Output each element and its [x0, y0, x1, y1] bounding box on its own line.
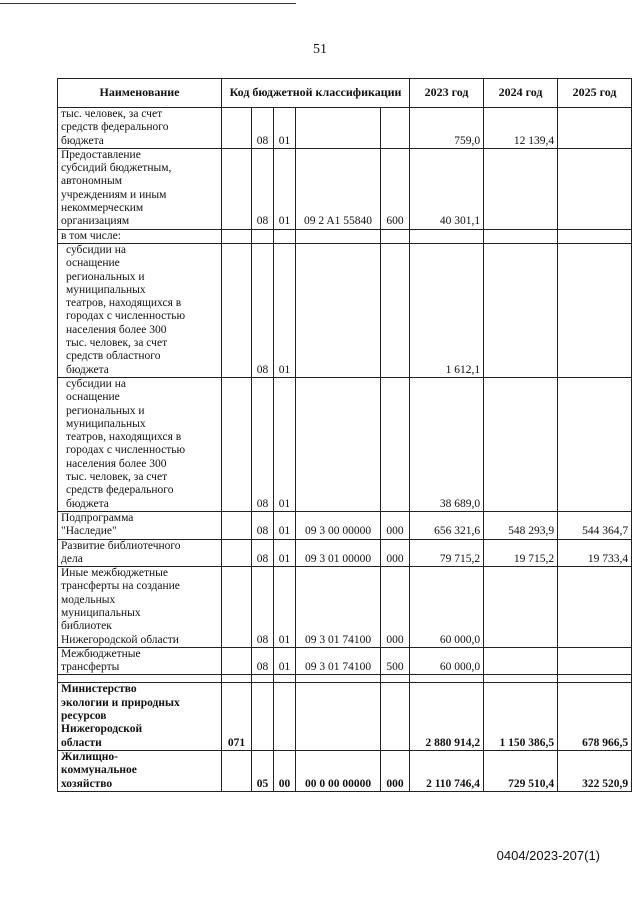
value-2024-cell — [484, 647, 558, 675]
pr-cell — [274, 229, 296, 243]
gr-cell — [222, 108, 252, 149]
table-row — [58, 647, 632, 675]
table-row — [58, 511, 632, 539]
value-2025-cell — [558, 567, 632, 648]
vr-cell: 000 — [381, 750, 410, 791]
gr-cell: 071 — [222, 683, 252, 750]
top-rule — [0, 3, 296, 4]
table-row — [58, 229, 632, 243]
value-2023-cell: 38 689,0 — [410, 377, 484, 511]
csr-cell — [296, 377, 381, 511]
header-name: Наименование — [58, 79, 222, 108]
document-code: 0404/2023-207(1) — [496, 848, 600, 863]
value-2024-cell — [484, 243, 558, 377]
rz-cell: 05 — [252, 750, 274, 791]
page-number: 51 — [313, 42, 327, 57]
value-2023-cell: 1 612,1 — [410, 243, 484, 377]
gr-cell — [222, 750, 252, 791]
csr-cell — [296, 108, 381, 149]
value-2025-cell: 678 966,5 — [558, 683, 632, 750]
csr-cell: 09 3 01 00000 — [296, 539, 381, 567]
name-cell: Жилищно- коммунальное хозяйство — [58, 750, 222, 791]
value-2023-cell: 79 715,2 — [410, 539, 484, 567]
gr-cell — [222, 675, 252, 683]
vr-cell — [381, 108, 410, 149]
budget-table — [57, 78, 632, 792]
value-2024-cell: 19 715,2 — [484, 539, 558, 567]
rz-cell: 08 — [252, 539, 274, 567]
csr-cell — [296, 683, 381, 750]
pr-cell: 01 — [274, 108, 296, 149]
value-2025-cell — [558, 229, 632, 243]
pr-cell — [274, 675, 296, 683]
value-2025-cell — [558, 108, 632, 149]
rz-cell: 08 — [252, 243, 274, 377]
csr-cell: 09 3 01 74100 — [296, 647, 381, 675]
name-cell: Министерство экологии и природных ресурсов Нижегородской области — [58, 683, 222, 750]
rz-cell — [252, 229, 274, 243]
pr-cell: 01 — [274, 647, 296, 675]
header-2023: 2023 год — [410, 79, 484, 108]
value-2023-cell: 2 880 914,2 — [410, 683, 484, 750]
value-2024-cell: 548 293,9 — [484, 511, 558, 539]
gr-cell — [222, 243, 252, 377]
value-2024-cell — [484, 567, 558, 648]
rz-cell — [252, 675, 274, 683]
gr-cell — [222, 229, 252, 243]
gr-cell — [222, 511, 252, 539]
value-2024-cell — [484, 377, 558, 511]
csr-cell — [296, 243, 381, 377]
pr-cell: 01 — [274, 148, 296, 229]
table-header-row — [58, 79, 632, 108]
value-2024-cell — [484, 148, 558, 229]
value-2024-cell: 1 150 386,5 — [484, 683, 558, 750]
vr-cell — [381, 675, 410, 683]
value-2025-cell: 19 733,4 — [558, 539, 632, 567]
value-2025-cell: 544 364,7 — [558, 511, 632, 539]
value-2023-cell: 656 321,6 — [410, 511, 484, 539]
gr-cell — [222, 567, 252, 648]
csr-cell — [296, 675, 381, 683]
header-2025: 2025 год — [558, 79, 632, 108]
vr-cell: 000 — [381, 511, 410, 539]
value-2023-cell — [410, 229, 484, 243]
name-cell: тыс. человек, за счет средств федерального бюджета — [58, 108, 222, 149]
header-code: Код бюджетной классификации — [222, 79, 410, 108]
table-row — [58, 567, 632, 648]
value-2024-cell: 12 139,4 — [484, 108, 558, 149]
pr-cell: 01 — [274, 377, 296, 511]
table-row — [58, 108, 632, 149]
table-row — [58, 750, 632, 791]
name-cell: субсидии на оснащение региональных и муниципальных театров, находящихся в городах с численностью населения более 300 тыс. человек, за счет средств областного бюджета — [58, 243, 222, 377]
name-cell: Иные межбюджетные трансферты на создание модельных муниципальных библиотек Нижегородской области — [58, 567, 222, 648]
table-body — [58, 108, 632, 792]
rz-cell: 08 — [252, 647, 274, 675]
csr-cell: 09 3 00 00000 — [296, 511, 381, 539]
table-row — [58, 377, 632, 511]
name-cell: Предоставление субсидий бюджетным, автономным учреждениям и иным некоммерческим организациям — [58, 148, 222, 229]
value-2025-cell: 322 520,9 — [558, 750, 632, 791]
gr-cell — [222, 377, 252, 511]
name-cell — [58, 675, 222, 683]
rz-cell: 08 — [252, 377, 274, 511]
table-row — [58, 243, 632, 377]
vr-cell: 000 — [381, 539, 410, 567]
value-2025-cell — [558, 148, 632, 229]
gr-cell — [222, 539, 252, 567]
name-cell: Развитие библиотечного дела — [58, 539, 222, 567]
rz-cell: 08 — [252, 567, 274, 648]
header-2024: 2024 год — [484, 79, 558, 108]
pr-cell: 01 — [274, 567, 296, 648]
value-2024-cell: 729 510,4 — [484, 750, 558, 791]
value-2025-cell — [558, 377, 632, 511]
name-cell: Межбюджетные трансферты — [58, 647, 222, 675]
csr-cell: 09 2 A1 55840 — [296, 148, 381, 229]
pr-cell: 01 — [274, 243, 296, 377]
rz-cell: 08 — [252, 148, 274, 229]
pr-cell: 00 — [274, 750, 296, 791]
value-2023-cell: 40 301,1 — [410, 148, 484, 229]
spacer-row — [58, 675, 632, 683]
vr-cell: 500 — [381, 647, 410, 675]
table-row — [58, 539, 632, 567]
value-2023-cell: 60 000,0 — [410, 647, 484, 675]
pr-cell — [274, 683, 296, 750]
value-2024-cell — [484, 675, 558, 683]
value-2023-cell: 2 110 746,4 — [410, 750, 484, 791]
name-cell: в том числе: — [58, 229, 222, 243]
vr-cell — [381, 229, 410, 243]
vr-cell — [381, 243, 410, 377]
rz-cell — [252, 683, 274, 750]
name-cell: Подпрограмма "Наследие" — [58, 511, 222, 539]
table-row — [58, 148, 632, 229]
table-row — [58, 683, 632, 750]
value-2023-cell: 759,0 — [410, 108, 484, 149]
csr-cell: 00 0 00 00000 — [296, 750, 381, 791]
gr-cell — [222, 647, 252, 675]
csr-cell: 09 3 01 74100 — [296, 567, 381, 648]
vr-cell: 000 — [381, 567, 410, 648]
value-2023-cell — [410, 675, 484, 683]
pr-cell: 01 — [274, 511, 296, 539]
csr-cell — [296, 229, 381, 243]
vr-cell — [381, 377, 410, 511]
value-2024-cell — [484, 229, 558, 243]
gr-cell — [222, 148, 252, 229]
value-2025-cell — [558, 675, 632, 683]
rz-cell: 08 — [252, 108, 274, 149]
vr-cell — [381, 683, 410, 750]
pr-cell: 01 — [274, 539, 296, 567]
rz-cell: 08 — [252, 511, 274, 539]
value-2023-cell: 60 000,0 — [410, 567, 484, 648]
value-2025-cell — [558, 647, 632, 675]
value-2025-cell — [558, 243, 632, 377]
vr-cell: 600 — [381, 148, 410, 229]
name-cell: субсидии на оснащение региональных и муниципальных театров, находящихся в городах с численностью населения более 300 тыс. человек, за счет средств федерального бюджета — [58, 377, 222, 511]
